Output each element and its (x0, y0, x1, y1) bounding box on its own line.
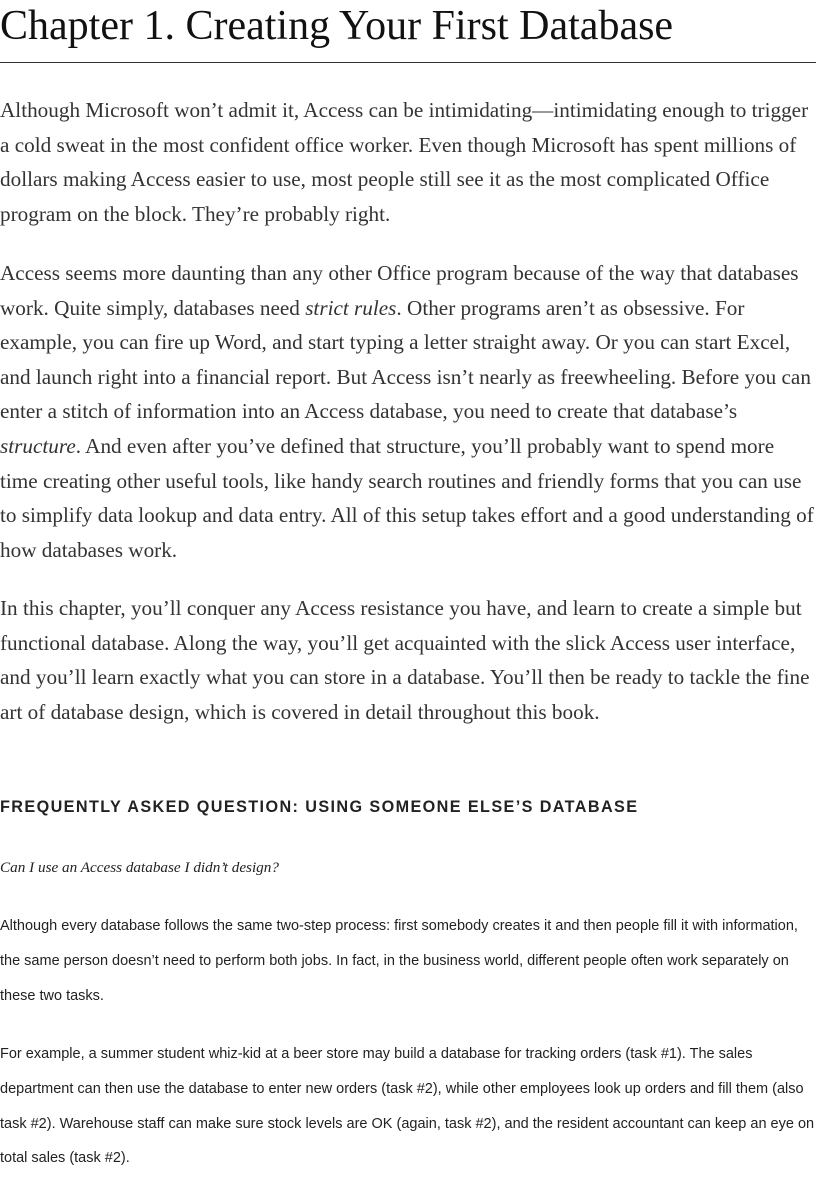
sidebar-question: Can I use an Access database I didn’t design? (0, 859, 279, 876)
sidebar-paragraph: Although every database follows the same two-step process: first somebody creates it and then people fill it with information, the same person doesn’t need to perform both jobs. In fact, in the business world, different people often work separately on these two tasks. (0, 918, 798, 1004)
sidebar-heading: FREQUENTLY ASKED QUESTION: USING SOMEONE ELSE’S DATABASE (0, 798, 639, 816)
chapter-title: Chapter 1. Creating Your First Database (0, 3, 674, 49)
text-run: Access seems more daunting than any other Office program because of the way that databases work. Quite simply, databases need (0, 261, 799, 320)
body-paragraph (0, 256, 816, 567)
body-paragraph: Although Microsoft won’t admit it, Access can be intimidating—intimidating enough to trigger a cold sweat in the most confident office worker. Even though Microsoft has spent millions of dollars making Access easier to use, most people still see it as the most complicated Office program on the block. They’re probably right. (0, 98, 809, 226)
title-divider (0, 62, 816, 63)
text-run: . And even after you’ve defined that structure, you’ll probably want to spend more time creating other useful tools, like handy search routines and friendly forms that you can use to simplify data lookup and data entry. All of this setup takes effort and a good understanding of how databases work. (0, 433, 814, 562)
emphasis-text: structure (0, 433, 76, 458)
text-run: . Other programs aren’t as obsessive. For example, you can fire up Word, and start typing a letter straight away. Or you can start Excel, and launch right into a financial report. But Access isn’t nearly as freewheeling. Before you can enter a stitch of information into an Access database, you need to create that database’s (0, 295, 811, 424)
sidebar-paragraph: For example, a summer student whiz-kid at a beer store may build a database for tracking orders (task #1). The sales department can then use the database to enter new orders (task #2), while other employees look up orders and fill them (also task #2). Warehouse staff can make sure stock levels are OK (again, task #2), and the resident accountant can keep an eye on total sales (task #2). (0, 1046, 815, 1167)
emphasis-text: strict rules (305, 295, 397, 320)
body-paragraph: In this chapter, you’ll conquer any Access resistance you have, and learn to create a simple but functional database. Along the way, you’ll get acquainted with the slick Access user interface, and you’ll learn exactly what you can store in a database. You’ll then be ready to tackle the fine art of database design, which is covered in detail throughout this book. (0, 596, 810, 724)
